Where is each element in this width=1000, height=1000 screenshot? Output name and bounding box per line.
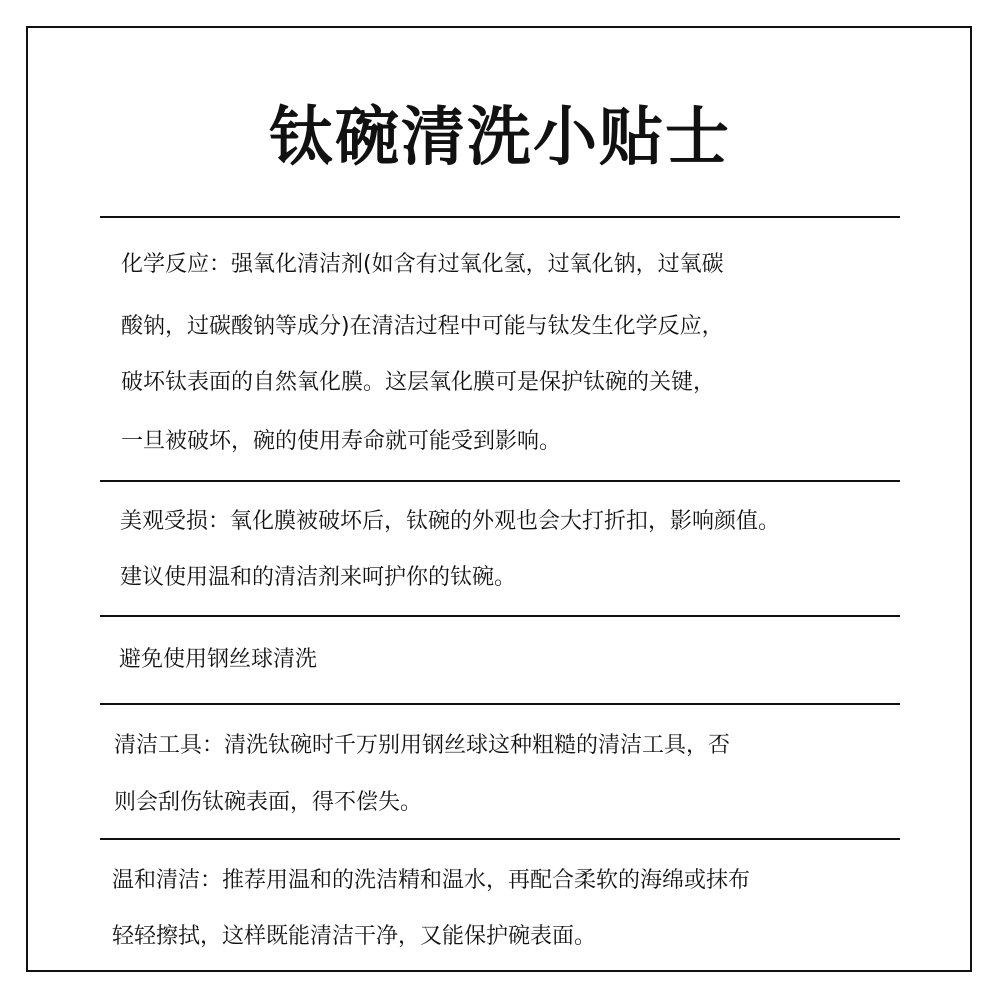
- section-line: 轻轻擦拭，这样既能清洁干净，又能保护碗表面。: [112, 924, 597, 949]
- divider: [100, 480, 900, 482]
- divider: [100, 703, 900, 705]
- divider: [100, 615, 900, 617]
- section-line: 则会刮伤钛碗表面，得不偿失。: [114, 790, 423, 815]
- divider: [100, 838, 900, 840]
- section-line: 酸钠，过碳酸钠等成分)在清洁过程中可能与钛发生化学反应，: [121, 314, 724, 339]
- section-line: 清洁工具：清洗钛碗时千万别用钢丝球这种粗糙的清洁工具，否: [114, 733, 731, 758]
- section-line: 美观受损：氧化膜被破坏后，钛碗的外观也会大打折扣，影响颜值。: [120, 509, 781, 534]
- section-line: 建议使用温和的清洁剂来呵护你的钛碗。: [120, 565, 517, 590]
- section-line: 化学反应：强氧化清洁剂(如含有过氧化氢，过氧化钠，过氧碳: [121, 252, 724, 277]
- section-line: 避免使用钢丝球清洗: [119, 647, 318, 672]
- section-line: 破坏钛表面的自然氧化膜。这层氧化膜可是保护钛碗的关键，: [121, 370, 716, 395]
- section-line: 一旦被破坏，碗的使用寿命就可能受到影响。: [121, 429, 562, 454]
- divider: [100, 216, 900, 218]
- section-line: 温和清洁：推荐用温和的洗洁精和温水，再配合柔软的海绵或抹布: [112, 868, 751, 893]
- page-title: 钛碗清洗小贴士: [269, 101, 731, 175]
